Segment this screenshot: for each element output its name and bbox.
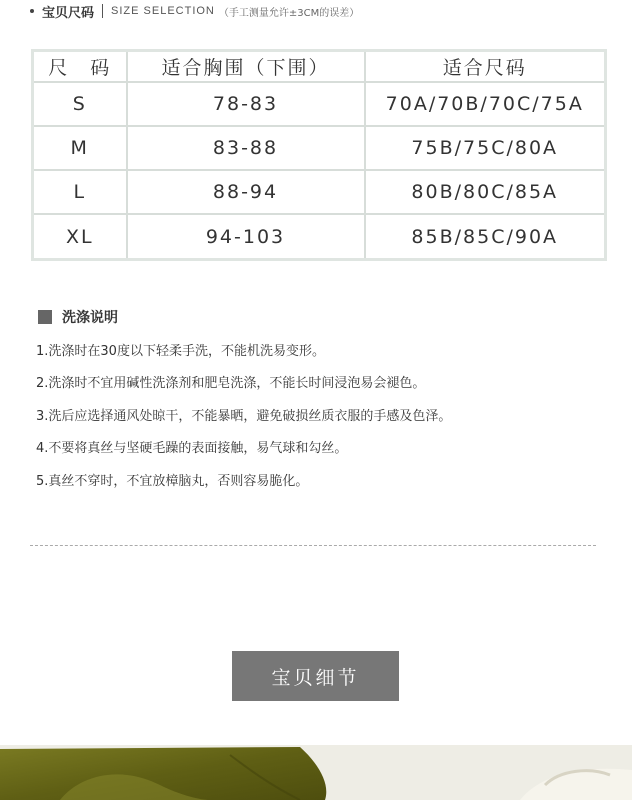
- column-header: 尺 码: [33, 51, 127, 83]
- dashed-divider: [30, 545, 596, 546]
- washing-list: [36, 340, 451, 502]
- table-row: [33, 214, 606, 259]
- list-item: 3.洗后应选择通风处晾干，不能暴晒，避免破损丝质衣服的手感及色泽。: [36, 408, 452, 424]
- list-item: 5.真丝不穿时，不宜放樟脑丸，否则容易脆化。: [36, 473, 309, 489]
- size-cell: S: [33, 82, 127, 126]
- square-bullet-icon: [38, 310, 52, 324]
- bust-cell: 88-94: [127, 170, 365, 214]
- size-header: [30, 0, 359, 22]
- product-details-banner: 宝贝细节: [232, 651, 399, 701]
- table-header-row: [33, 51, 606, 83]
- column-header: 适合尺码: [365, 51, 606, 83]
- size-note: （手工测量允许±3CM的误差）: [218, 7, 360, 19]
- bullet-dot-icon: [30, 9, 34, 13]
- size-cell: M: [33, 126, 127, 170]
- table-row: [33, 82, 606, 126]
- column-header: 适合胸围（下围）: [127, 51, 365, 83]
- product-photo: [0, 745, 632, 800]
- list-item: 1.洗涤时在30度以下轻柔手洗，不能机洗易变形。: [36, 344, 325, 359]
- fit-cell: 70A/70B/70C/75A: [365, 82, 606, 126]
- table-row: [33, 126, 606, 170]
- fit-cell: 75B/75C/80A: [365, 126, 606, 170]
- fabric-image: [0, 745, 632, 800]
- size-subtitle: SIZE SELECTION: [111, 5, 215, 17]
- header-divider: [102, 4, 103, 18]
- bust-cell: 83-88: [127, 126, 365, 170]
- size-table: [31, 49, 607, 261]
- table-row: [33, 170, 606, 214]
- bust-cell: 78-83: [127, 82, 365, 126]
- fit-cell: 85B/85C/90A: [365, 214, 606, 259]
- fit-cell: 80B/80C/85A: [365, 170, 606, 214]
- washing-section-title: [38, 307, 118, 327]
- size-cell: XL: [33, 214, 127, 259]
- size-title: 宝贝尺码: [42, 5, 95, 21]
- size-cell: L: [33, 170, 127, 214]
- list-item: 4.不要将真丝与坚硬毛躁的表面接触，易气球和勾丝。: [36, 441, 348, 457]
- list-item: 2.洗涤时不宜用碱性洗涤剂和肥皂洗涤，不能长时间浸泡易会褪色。: [36, 376, 426, 392]
- washing-title-text: 洗涤说明: [62, 310, 118, 326]
- bust-cell: 94-103: [127, 214, 365, 259]
